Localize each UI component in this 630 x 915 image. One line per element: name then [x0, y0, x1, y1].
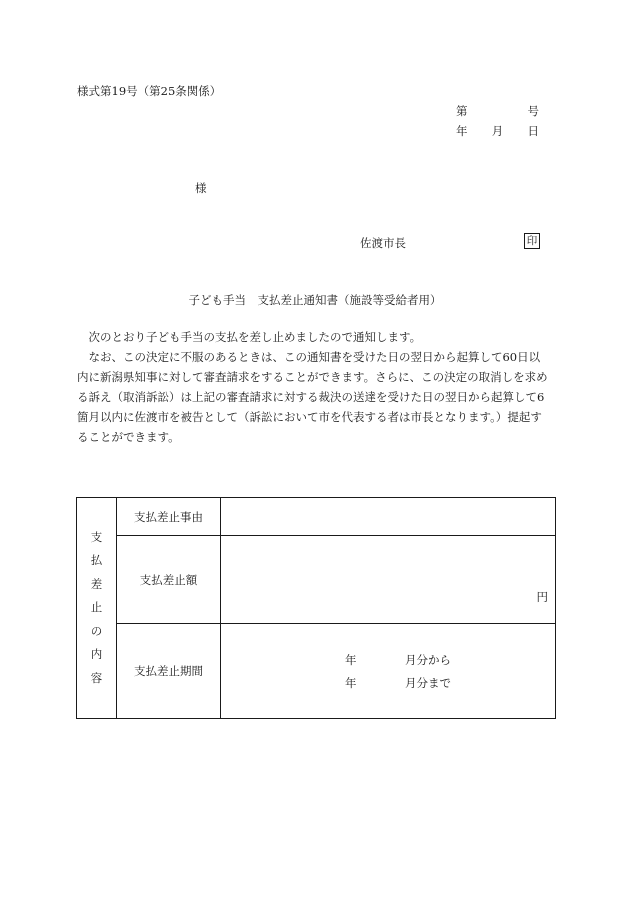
table-row-reason [77, 498, 556, 536]
date-year: 年 [456, 124, 468, 138]
issuer-name: 佐渡市長 [360, 236, 406, 250]
period-label: 支払差止期間 [117, 624, 221, 719]
amount-label: 支払差止額 [117, 536, 221, 624]
period-to-suffix: 月分まで [405, 676, 451, 690]
vertical-header-char: の [90, 623, 103, 638]
reason-label: 支払差止事由 [117, 498, 221, 536]
vertical-header [77, 498, 117, 719]
seal-mark: 印 [524, 233, 540, 249]
suspension-details-table [76, 497, 556, 719]
notice-body [77, 327, 550, 447]
vertical-header-char: 差 [90, 576, 103, 591]
number-prefix: 第 [456, 104, 468, 118]
vertical-header-char: 払 [90, 553, 103, 568]
period-value-cell [221, 624, 556, 719]
date-month: 月 [491, 124, 504, 138]
period-to-year: 年 [345, 676, 357, 690]
vertical-header-char: 内 [90, 647, 103, 662]
issue-date-line [456, 123, 539, 139]
vertical-header-char: 支 [90, 529, 103, 544]
period-from-line [345, 652, 451, 668]
notice-paragraph-1: 次のとおり子ども手当の支払を差し止めましたので通知します。 [88, 330, 422, 344]
amount-value-cell [221, 536, 556, 624]
number-suffix: 号 [527, 104, 539, 118]
document-number-line [456, 103, 539, 119]
vertical-header-char: 止 [90, 600, 103, 615]
table-row-period [77, 624, 556, 719]
vertical-header-char: 容 [90, 670, 103, 685]
period-to-line [345, 675, 451, 691]
document-title: 子ども手当 支払差止通知書（施設等受給者用） [188, 293, 442, 307]
date-day: 日 [527, 124, 539, 138]
table-row-amount [77, 536, 556, 624]
form-number: 様式第19号（第25条関係） [77, 84, 222, 98]
addressee-honorific: 様 [195, 181, 207, 195]
period-from-suffix: 月分から [405, 653, 451, 667]
period-from-year: 年 [345, 653, 357, 667]
amount-unit: 円 [536, 590, 548, 604]
notice-paragraph-2: なお、この決定に不服のあるときは、この通知書を受けた日の翌日から起算して60日以内に新潟県知事に対して審査請求をすることができます。さらに、この決定の取消しを求める訴え（取消訴訟）は上記の審査請求に対する裁決の送達を受けた日の翌日から起算して6箇月以内に佐渡市を被告として（訴訟において市を代表する者は市長となります。）提起することができます。 [77, 350, 548, 444]
reason-value-cell [221, 498, 556, 536]
